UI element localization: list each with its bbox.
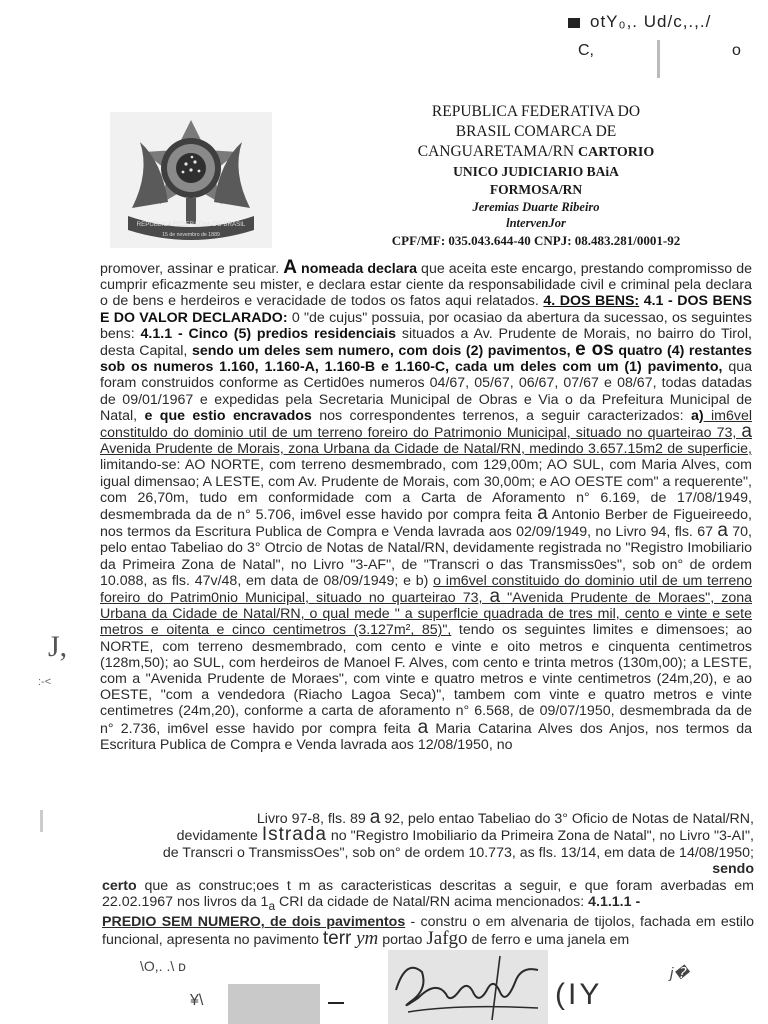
top-scrawl-line2: C, [578,42,594,59]
tail-line6: PREDIO SEM NUMERO, de dois pavimentos - constru o em alvenaria de tijolos, fachada em estilo funcional, apresenta no pavimento terr ym portao Jafgo de ferro e uma janela em [102,914,754,949]
header-line4: UNICO JUDICIARIO BAiA [453,164,619,179]
top-scrawl-line1: otY₀,. Ud/c,.,./ [568,12,711,32]
notary-role: lntervenJor [506,216,566,230]
tail-line5: certo que as construc;oes t m as caracteristicas descritas a seguir, e que foram averbadas em 22.02.1967 nos livros da $1_a$ CRI da cidade de Natal/RN acima mencionados: 4.1.1.1 - [102,877,754,913]
handwritten-signature [388,950,548,1024]
page-footer-marks [0,950,768,1024]
notary-name: Jeremias Duarte Ribeiro [472,200,600,214]
document-header [340,102,732,250]
footer-scribble: \O,. .\ ᴅ [140,958,186,974]
header-line2: BRASIL COMARCA DE [455,123,617,140]
ink-dash [328,1002,344,1004]
coat-of-arms-seal [110,112,272,248]
body-paragraph: promover, assinar e praticar. A nomeada declara que aceita este encargo, prestando compromisso de cumprir eficazmente seu mister, e declara estar ciente da responsabilidade civil e criminal pela declara o de bens e herdeiros e veracidade de todos os fatos aqui relatados. 4. DOS BENS: 4.1 - DOS BENS E DO VALOR DECLARADO: 0 "de cujus" possuia, por ocasiao da abertura da sucessao, os seguintes bens: 4.1.1 - Cinco (5) predios residenciais situados a Av. Prudente de Morais, no bairro do Tirol, desta Capital, sendo um deles sem numero, com dois (2) pavimentos, e os quatro (4) restantes sob os numeros 1.160, 1.160-A, 1.160-B e 1.160-C, cada um deles com um (1) pavimento, qua foram construidos conforme as Certid0es numeros 04/67, 05/67, 06/67, 07/67 e 08/67, todas datadas de 09/01/1967 e expedidas pela Secretaria Municipal de Obras e Via o da Prefeitura Municipal de Natal, e que estio encravados nos correspondentes terrenos, a seguir caracterizados: a) im6vel constituldo do dominio util de um terreno foreiro do Patrimonio Municipal, situado no quarteirao 73, a Avenida Prudente de Morais, zona Urbana da Cidade de Natal/RN, medindo 3.657.15m2 de superficie, limitando-se: AO NORTE, com terreno desmembrado, com 129,00m; AO SUL, com Maria Alves, com igual dimensao; A LESTE, com Av. Prudente de Morais, com 30,00m; e AO OESTE com" a requerente", com 26,70m, tudo em conformidade com a Carta de Aforamento n° 6.169, de 17/08/1949, desmembrada da de n° 5.706, im6vel esse havido por compra feita a Antonio Berber de Figueireedo, nos termos da Escritura Publica de Compra e Venda lavrada aos 02/09/1949, no Livro 94, fls. 67 a 70, pelo entao Tabeliao do 3° Otrcio de Notas de Natal/RN, devidamente registrada no "Registro Imobiliario da Primeira Zona de Natal", no Livro "3-AF", de "Transcri o das Transmiss0es", sob on° de ordem 10.088, as fls. 47v/48, em data de 08/09/1949; e b) o im6vel constituido do dominio util de um terreno foreiro do Patrim0nio Municipal, situado no quarteirao 73, a "Avenida Prudente de Moraes", zona Urbana da Cidade de Natal/RN, o qual mede " a superflcie quadrada de tres mil, cento e vinte e sete metros e oitenta e cinco centimetros (3.127m², 85)", tendo os seguintes limites e dimensoes; ao NORTE, com terreno desmembrado, com cento e vinte e oito metros e cinquenta centimetros (128m,50); ao SUL, com herdeiros de Manoel F. Alves, com cento e trinta metros (130m,00); a LESTE, com a "Avenida Prudente de Moraes", com vinte e quatro metros e vinte centimetros (24m,20), e ao OESTE, "com a vendedora (Riacho Lagoa Seca)", tambem com vinte e quatro metros e vinte centimetres (24m,20), conforme a carta de aforamento n° 6.568, de 09/07/1950, desmembrada da de n° 2.736, im6vel esse havido por compra feita a Maria Catarina Alves dos Anjos, nos termos da Escritura Publica de Compra e Venda lavrada aos 12/08/1950, no [100,257,753,753]
top-scrawl-line3: o [732,42,741,59]
header-line5: FORMOSA/RN [489,182,583,197]
tail-line1: Livro 97-8, fls. 89 a 92, pelo entao Tabeliao do 3° Oficio de Notas de Natal/RN, [256,807,754,828]
document-body-continued [38,807,754,949]
seal-ring-text: REPUBLICA FEDERATIVA DO BRASIL [136,221,246,228]
header-line3: CANGUARETAMA/RN CARTORIO [417,143,655,160]
margin-mark-small: :-< [38,676,52,688]
ink-stroke [657,40,660,78]
margin-mark-j: J, [48,630,68,663]
ink-blot [568,18,580,28]
tail-line2: devidamente Istrada no "Registro Imobiliario da Primeira Zona de Natal", no Livro "3-AI", [176,824,754,846]
footer-scribble-2: ¥\ [190,992,204,1009]
footer-mark: j� [670,965,689,982]
top-handwriting [560,10,760,70]
stamp-block [228,984,320,1024]
document-body [100,257,753,753]
seal-date-text: 15 de novembro de 1889 [162,232,220,238]
footer-initials: (IY [555,978,603,1011]
cpf-cnpj-line: CPF/MF: 035.043.644-40 CNPJ: 08.483.281/0001-92 [391,233,681,248]
tail-line4: sendo [712,861,754,878]
tail-line3: de Transcri o TransmissOes", sob on° de ordem 10.773, as fls. 13/14, em data de 14/08/1950; [162,844,754,861]
section-heading-bens: 4. DOS BENS: [543,293,640,310]
header-line1: REPUBLICA FEDERATIVA DO [431,103,641,120]
